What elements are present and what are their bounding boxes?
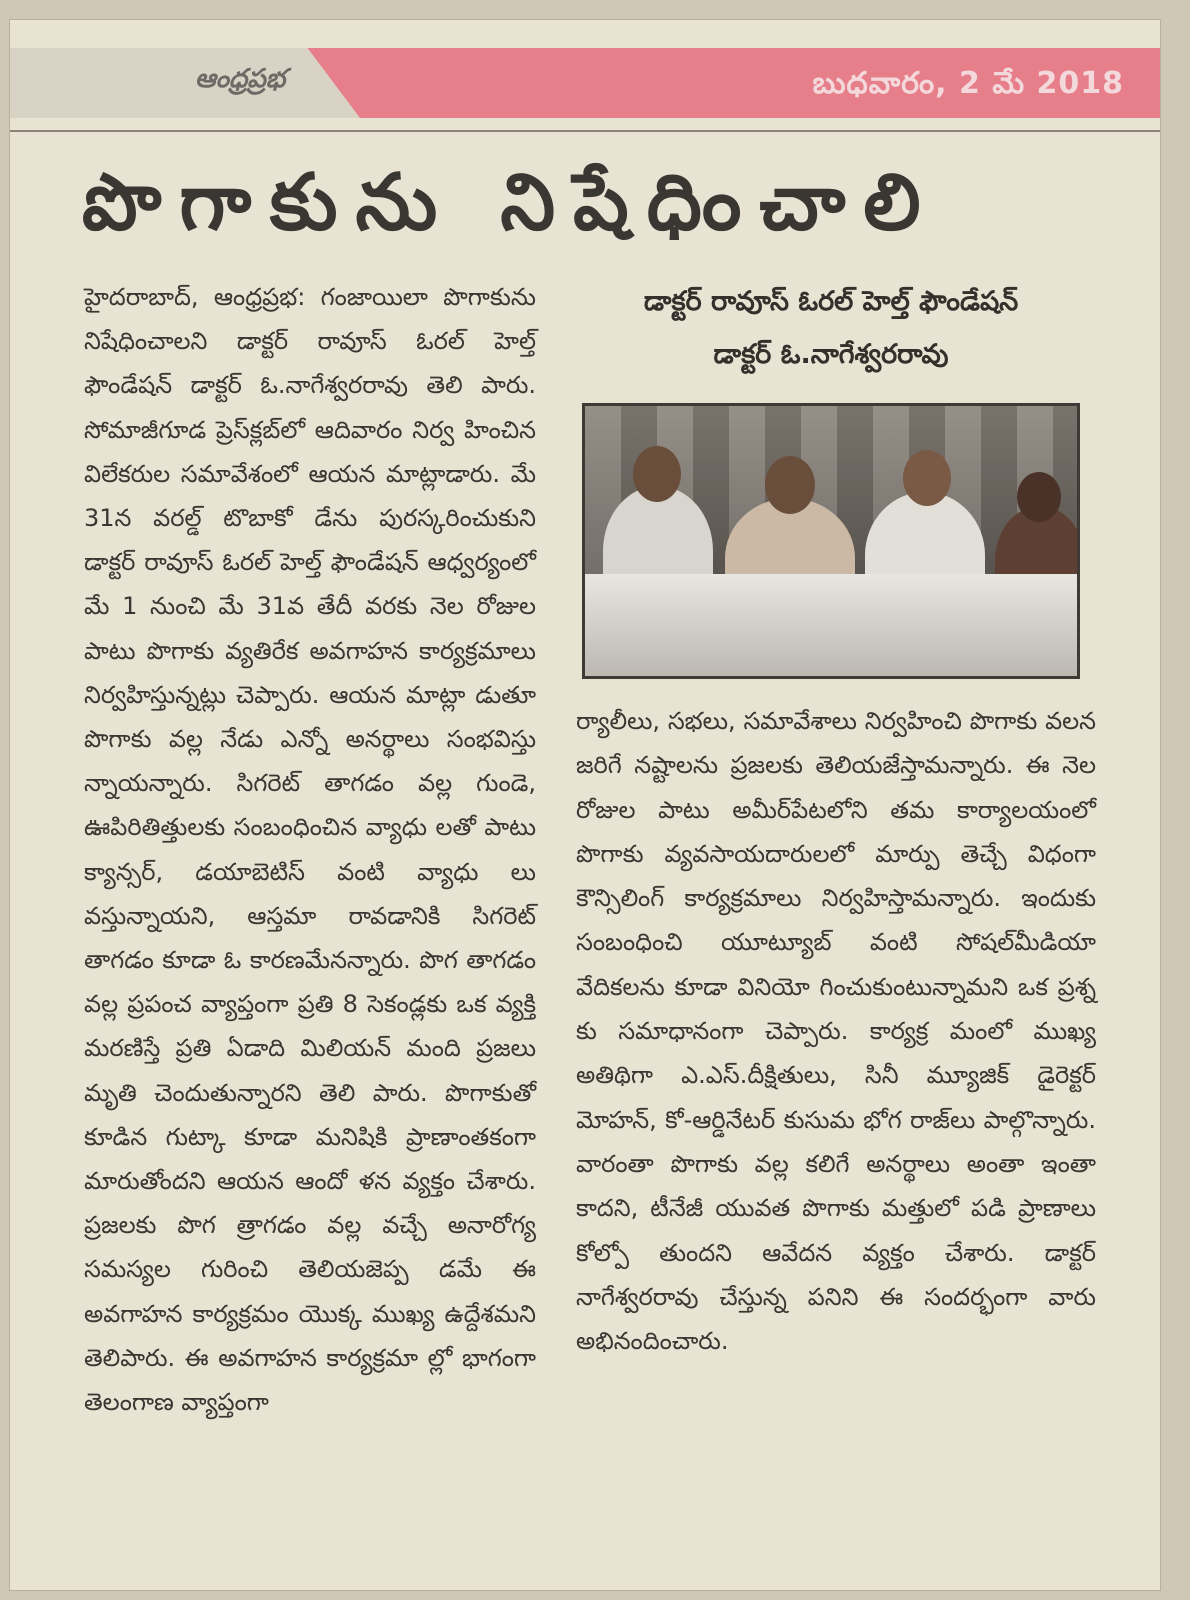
right-column-text: ర్యాలీలు, సభలు, సమావేశాలు నిర్వహించి పొగాకు వలన జరిగే నష్టాలను ప్రజలకు తెలియజేస్తామన్నారు. ఈ నెల రోజుల పాటు అమీర్‌పేటలోని తమ కార్యాలయంలో పొగాకు వ్యవసాయదారులలో మార్పు తెచ్చే విధంగా కౌన్సిలింగ్ కార్యక్రమాలు నిర్వహిస్తామన్నారు. ఇందుకు సంబంధించి యూట్యూబ్ వంటి సోషల్‌మీడియా వేదికలను కూడా వినియో గించుకుంటున్నామని ఒక ప్రశ్న కు సమాధానంగా చెప్పారు. కార్యక్ర మంలో ముఖ్య అతిథిగా ఎ.ఎస్.దీక్షితులు, సినీ మ్యూజిక్ డైరెక్టర్ మోహన్, కో-ఆర్డినేటర్ కుసుమ భోగ రాజ్‌లు పాల్గొన్నారు. వారంతా పొగాకు వల్ల కలిగే అనర్థాలు అంతా ఇంతా కాదని, టీనేజీ యువత పొగాకు మత్తులో పడి ప్రాణాలు కోల్పో తుందని ఆవేదన వ్యక్తం చేశారు. డాక్టర్ నాగేశ్వరరావు చేస్తున్న పనిని ఈ సందర్భంగా వారు అభినందించారు. xyxy=(576,707,1096,1356)
masthead-grey-block xyxy=(10,48,360,118)
photo-head-table xyxy=(585,574,1077,676)
photo-head-1 xyxy=(633,446,681,502)
photo-head-2 xyxy=(765,456,815,514)
newspaper-clipping xyxy=(10,20,1160,1590)
article-right-column xyxy=(566,275,1096,1363)
subheading-foundation: డాక్టర్ రావూస్ ఓరల్ హెల్త్ ఫౌండేషన్ xyxy=(643,286,1019,317)
subheading-doctor-name: డాక్టర్ ఓ.నాగేశ్వరరావు xyxy=(713,339,949,370)
photo-head-4 xyxy=(1017,472,1061,522)
article-headline: పొగాకును నిషేధించాలి xyxy=(82,158,939,248)
right-column-body xyxy=(566,699,1096,1363)
article-left-column xyxy=(24,275,536,1424)
photo-head-3 xyxy=(903,450,951,506)
left-column-text: హైదరాబాద్, ఆంధ్రప్రభ: గంజాయిలా పొగాకును నిషేధించాలని డాక్టర్ రావూస్ ఓరల్ హెల్త్ ఫౌండేషన్ డాక్టర్ ఓ.నాగేశ్వరరావు తెలి పారు. సోమాజీగూడ ప్రెస్‌క్లబ్‌లో ఆదివారం నిర్వ హించిన విలేకరుల సమావేశంలో ఆయన మాట్లాడారు. మే 31న వరల్డ్ టొబాకో డేను పురస్కరించుకుని డాక్టర్ రావూస్ ఓరల్ హెల్త్ ఫౌండేషన్ ఆధ్వర్యంలో మే 1 నుంచి మే 31వ తేదీ వరకు నెల రోజుల పాటు పొగాకు వ్యతిరేక అవగాహన కార్యక్రమాలు నిర్వహిస్తున్నట్లు చెప్పారు. ఆయన మాట్లా డుతూ పొగాకు వల్ల నేడు ఎన్నో అనర్థాలు సంభవిస్తు న్నాయన్నారు. సిగరెట్ తాగడం వల్ల గుండె, ఊపిరితిత్తులకు సంబంధించిన వ్యాధు లతో పాటు క్యాన్సర్, డయాబెటిస్ వంటి వ్యాధు లు వస్తున్నాయని, ఆస్తమా రావడానికి సిగరెట్ తాగడం కూడా ఓ కారణమేనన్నారు. పొగ తాగడం వల్ల ప్రపంచ వ్యాప్తంగా ప్రతి 8 సెకండ్లకు ఒక వ్యక్తి మరణిస్తే ప్రతి ఏడాది మిలియన్ మంది ప్రజలు మృతి చెందుతున్నారని తెలి పారు. పొగాకుతో కూడిన గుట్కా కూడా మనిషికి ప్రాణాంతకంగా మారుతోందని ఆయన ఆందో ళన వ్యక్తం చేశారు. ప్రజలకు పొగ త్రాగడం వల్ల వచ్చే అనారోగ్య సమస్యల గురించి తెలియజెప్ప డమే ఈ అవగాహన కార్యక్రమం యొక్క ముఖ్య ఉద్దేశమని తెలిపారు. ఈ అవగాహన కార్యక్రమా ల్లో భాగంగా తెలంగాణ వ్యాప్తంగా xyxy=(84,283,536,1417)
top-divider xyxy=(10,130,1160,132)
publication-date: బుధవారం, 2 మే 2018 xyxy=(812,66,1124,101)
newspaper-brand: ఆంధ్రప్రభ xyxy=(195,64,286,94)
press-meet-photo xyxy=(582,403,1080,679)
masthead-band xyxy=(10,48,1160,118)
